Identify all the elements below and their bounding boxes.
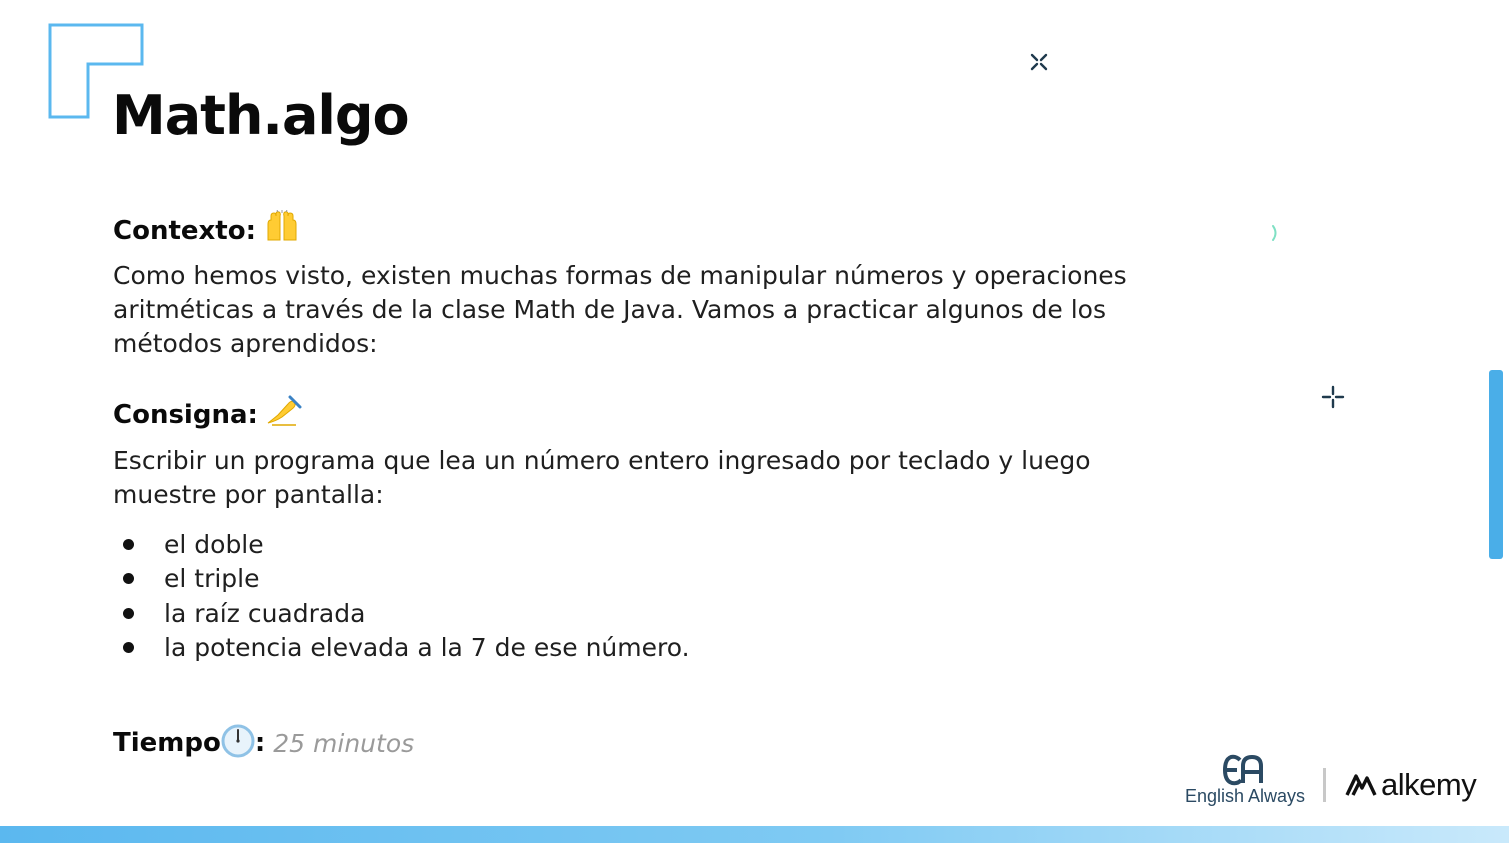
bullet-text: la raíz cuadrada bbox=[164, 598, 366, 628]
sparkle-arc-icon bbox=[1270, 224, 1280, 242]
slide-title: Math.algo bbox=[112, 84, 409, 147]
english-always-mark-icon bbox=[1222, 754, 1264, 786]
task-bullet-list bbox=[113, 527, 690, 665]
alkemy-mark-icon bbox=[1345, 773, 1377, 797]
clock-icon bbox=[221, 724, 255, 762]
writing-hand-icon bbox=[266, 395, 302, 434]
time-colon: : bbox=[254, 728, 266, 758]
time-value: 25 minutos bbox=[273, 728, 415, 758]
bullet-dot bbox=[123, 608, 134, 619]
english-always-logo-text: English Always bbox=[1184, 786, 1306, 806]
task-line: Escribir un programa que lea un número entero ingresado por teclado y luego bbox=[113, 446, 1091, 475]
logo-divider bbox=[1323, 768, 1326, 802]
list-item bbox=[113, 596, 690, 631]
bullet-dot bbox=[123, 539, 134, 550]
task-heading-label: Consigna: bbox=[113, 399, 258, 430]
task-heading bbox=[113, 395, 302, 434]
bottom-accent-bar bbox=[0, 826, 1509, 843]
time-row bbox=[113, 724, 414, 762]
sparkle-x-icon bbox=[1029, 52, 1049, 72]
sparkle-plus-icon bbox=[1321, 385, 1345, 409]
task-paragraph bbox=[113, 444, 1193, 512]
context-line: Como hemos visto, existen muchas formas de manipular números y operaciones bbox=[113, 261, 1127, 290]
context-heading-label: Contexto: bbox=[113, 215, 256, 246]
context-line: métodos aprendidos: bbox=[113, 329, 378, 358]
task-line: muestre por pantalla: bbox=[113, 480, 384, 509]
list-item bbox=[113, 562, 690, 597]
time-label: Tiempo bbox=[113, 728, 221, 758]
context-heading bbox=[113, 210, 300, 251]
list-item bbox=[113, 527, 690, 562]
bullet-text: el triple bbox=[164, 564, 260, 594]
list-item bbox=[113, 631, 690, 666]
context-line: aritméticas a través de la clase Math de Java. Vamos a practicar algunos de los bbox=[113, 295, 1107, 324]
scrollbar-thumb[interactable] bbox=[1489, 370, 1503, 559]
raising-hands-icon bbox=[264, 210, 300, 251]
alkemy-logo-text: alkemy bbox=[1381, 767, 1477, 802]
alkemy-logo bbox=[1345, 765, 1476, 805]
context-paragraph bbox=[113, 259, 1193, 361]
english-always-logo bbox=[1180, 752, 1310, 810]
bullet-dot bbox=[123, 573, 134, 584]
bullet-text: el doble bbox=[164, 529, 264, 559]
bullet-dot bbox=[123, 642, 134, 653]
bullet-text: la potencia elevada a la 7 de ese número. bbox=[164, 633, 690, 663]
